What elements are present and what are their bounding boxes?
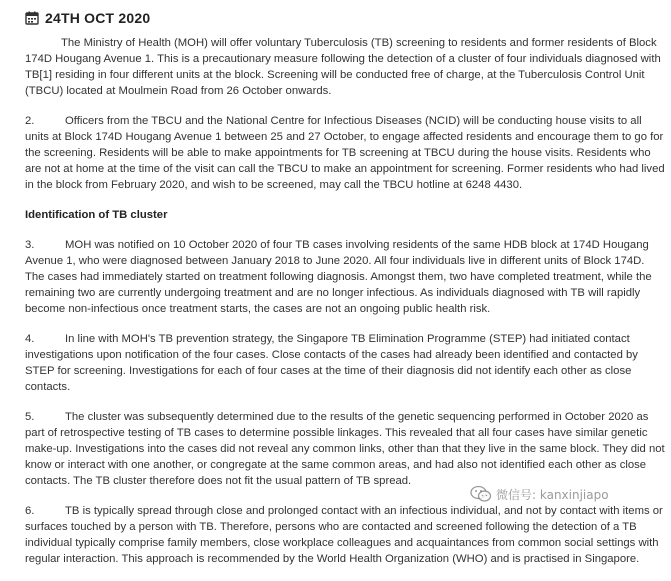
- paragraph-5-number: 5.: [25, 411, 35, 423]
- paragraph-1: [25, 35, 665, 99]
- paragraph-4-text: In line with MOH's TB prevention strategy, the Singapore TB Elimination Programme (STEP) had initiated contact investigations upon notification of the four cases. Close contacts of the cases had already been identified and contacted by STEP for screening. Investigations for each of four cases at the time of their diagnosis did not identify each other as close contacts.: [25, 333, 638, 393]
- article-date: 24TH OCT 2020: [45, 10, 151, 26]
- wechat-logo-icon: [470, 485, 492, 503]
- paragraph-6-number: 6.: [25, 505, 35, 517]
- date-header: [25, 8, 150, 28]
- calendar-icon: [25, 11, 39, 25]
- paragraph-3: [25, 237, 665, 317]
- paragraph-6-text: TB is typically spread through close and prolonged contact with an infectious individual, and not by contact with items or surfaces touched by a person with TB. Therefore, persons who are contacted and screened following the detection of a TB individual typically comprise family members, close workplace colleagues and acquaintances from common social settings with regular interaction. This approach is recommended by the World Health Organization (WHO) and is practised in Singapore.: [25, 505, 663, 565]
- paragraph-5: [25, 409, 665, 489]
- watermark-text: 微信号: kanxinjiapo: [496, 487, 609, 502]
- paragraph-4: [25, 331, 665, 395]
- paragraph-2-number: 2.: [25, 115, 35, 127]
- section-heading: Identification of TB cluster: [25, 209, 168, 221]
- paragraph-5-text: The cluster was subsequently determined due to the results of the genetic sequencing performed in October 2020 as part of retrospective testing of TB cases to determine possible linkages. This revealed that all four cases have similar genetic make-up. Investigations into the cases did not reveal any common links, other than that they live in the same block. They did not know or interact with one another, or congregate at the same common areas, and had also not identified each other as close contacts. The TB cluster therefore does not fit the usual pattern of TB spread.: [25, 411, 665, 487]
- paragraph-3-text: MOH was notified on 10 October 2020 of four TB cases involving residents of the same HDB block at 174D Hougang Avenue 1, who were diagnosed between January 2018 to June 2020. All four individuals live in different units of Block 174D. The cases had immediately started on treatment following diagnosis. Amongst them, two have completed treatment, while the remaining two are currently undergoing treatment and are no longer infectious. As individuals diagnosed with TB will rapidly become non-infectious once treatment starts, the cases are not an ongoing public health risk.: [25, 239, 652, 315]
- paragraph-2-text: Officers from the TBCU and the National Centre for Infectious Diseases (NCID) will be conducting house visits to all units at Block 174D Hougang Avenue 1 between 25 and 27 October, to engage affected residents and encourage them to go for the screening. Residents will be able to make appointments for TB screening at TBCU during the house visits. Residents who are not at home at the time of the visit can call the TBCU to make an appointment for screening. Former residents who had lived in the block from February 2020, and wish to be screened, may call the TBCU hotline at 6248 4430.: [25, 115, 665, 191]
- paragraph-3-number: 3.: [25, 239, 35, 251]
- paragraph-6: [25, 503, 665, 567]
- paragraph-2: [25, 113, 665, 193]
- watermark: [470, 485, 609, 503]
- paragraph-1-text: The Ministry of Health (MOH) will offer voluntary Tuberculosis (TB) screening to residents and former residents of Block 174D Hougang Avenue 1. This is a precautionary measure following the detection of a cluster of four individuals diagnosed with TB[1] residing in four different units at the block. Screening will be conducted free of charge, at the Tuberculosis Control Unit (TBCU) located at Moulmein Road from 26 October onwards.: [25, 37, 661, 97]
- paragraph-4-number: 4.: [25, 333, 35, 345]
